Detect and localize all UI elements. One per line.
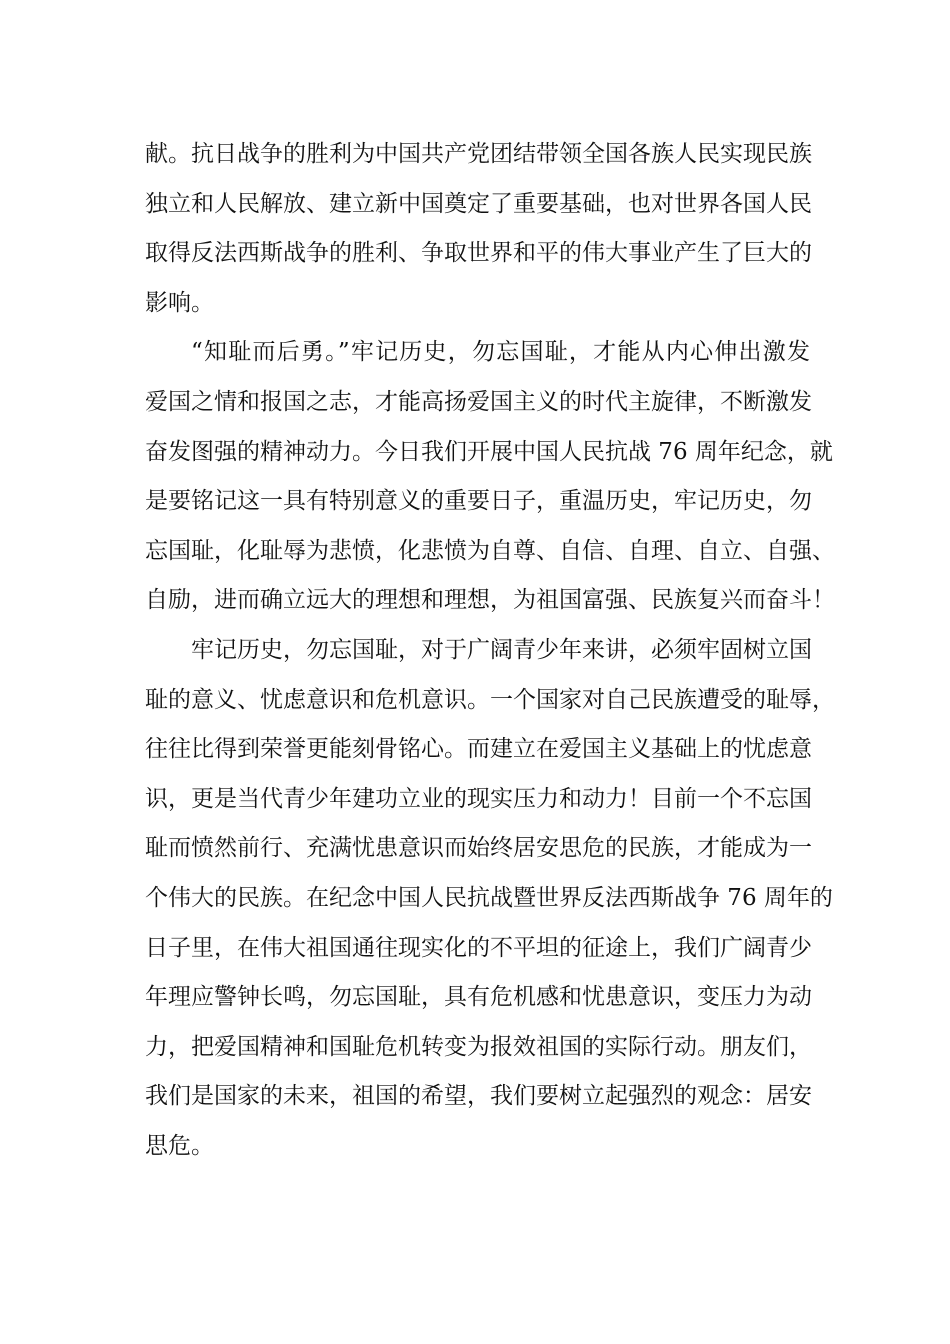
paragraph-1-line-3: 取得反法西斯战争的胜利、争取世界和平的伟大事业产生了巨大的 bbox=[145, 240, 812, 267]
paragraph-3-line-6: 个伟大的民族。在纪念中国人民抗战暨世界反法西斯战争 76 周年的 bbox=[145, 884, 833, 911]
paragraph-1-line-4: 影响。 bbox=[145, 289, 214, 316]
paragraph-3-line-11: 思危。 bbox=[145, 1132, 214, 1159]
paragraph-3-line-7: 日子里，在伟大祖国通往现实化的不平坦的征途上，我们广阔青少 bbox=[145, 934, 812, 961]
paragraph-2-line-3: 奋发图强的精神动力。今日我们开展中国人民抗战 76 周年纪念，就 bbox=[145, 438, 833, 465]
paragraph-3-line-9: 力，把爱国精神和国耻危机转变为报效祖国的实际行动。朋友们， bbox=[145, 1033, 812, 1060]
body-text bbox=[145, 130, 835, 1171]
paragraph-3-line-3: 往往比得到荣誉更能刻骨铭心。而建立在爱国主义基础上的忧虑意 bbox=[145, 736, 812, 763]
paragraph-3-line-8: 年理应警钟长鸣，勿忘国耻，具有危机感和忧患意识，变压力为动 bbox=[145, 984, 812, 1011]
paragraph-3-line-10: 我们是国家的未来，祖国的希望，我们要树立起强烈的观念：居安 bbox=[145, 1083, 812, 1110]
paragraph-2-line-1: “知耻而后勇。”牢记历史，勿忘国耻，才能从内心伸出激发 bbox=[191, 339, 810, 366]
paragraph-3-line-5: 耻而愤然前行、充满忧患意识而始终居安思危的民族，才能成为一 bbox=[145, 835, 812, 862]
paragraph-3-line-2: 耻的意义、忧虑意识和危机意识。一个国家对自己民族遭受的耻辱， bbox=[145, 686, 835, 713]
paragraph-1-line-2: 独立和人民解放、建立新中国奠定了重要基础，也对世界各国人民 bbox=[145, 190, 812, 217]
paragraph-2-line-5: 忘国耻，化耻辱为悲愤，化悲愤为自尊、自信、自理、自立、自强、 bbox=[145, 537, 835, 564]
paragraph-2-line-6: 自励，进而确立远大的理想和理想，为祖国富强、民族复兴而奋斗！ bbox=[145, 587, 835, 614]
paragraph-3-line-1: 牢记历史，勿忘国耻，对于广阔青少年来讲，必须牢固树立国 bbox=[191, 636, 812, 663]
paragraph-2-line-2: 爱国之情和报国之志，才能高扬爱国主义的时代主旋律，不断激发 bbox=[145, 388, 812, 415]
paragraph-1-line-1: 献。抗日战争的胜利为中国共产党团结带领全国各族人民实现民族 bbox=[145, 141, 812, 167]
paragraph-2-line-4: 是要铭记这一具有特别意义的重要日子，重温历史，牢记历史，勿 bbox=[145, 488, 812, 515]
paragraph-3-line-4: 识，更是当代青少年建功立业的现实压力和动力！目前一个不忘国 bbox=[145, 785, 812, 812]
